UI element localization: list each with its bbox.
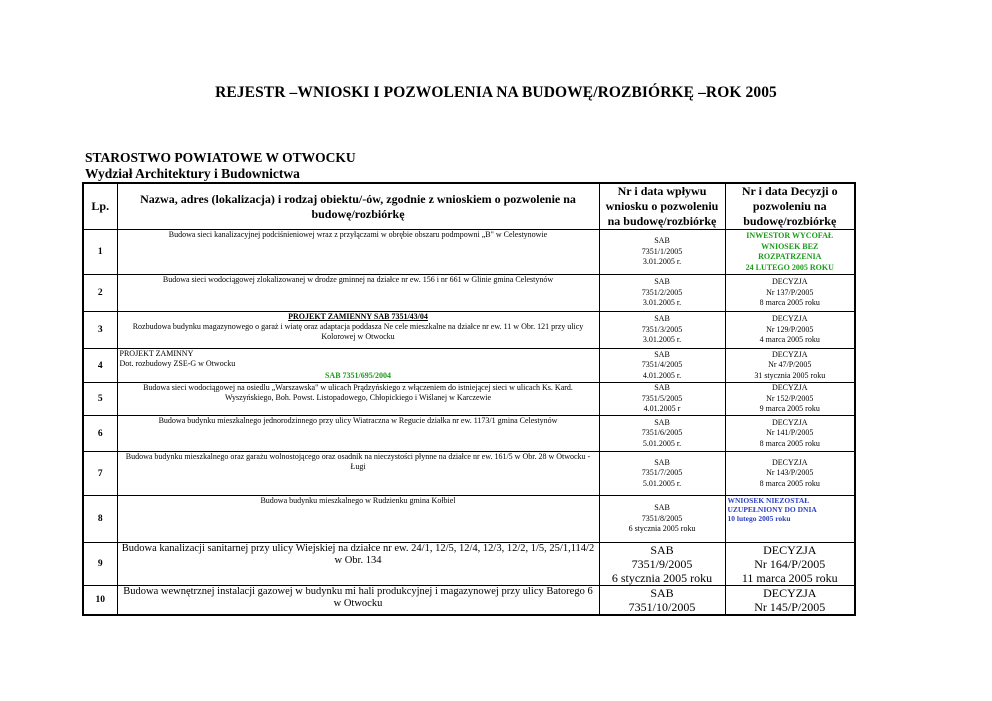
row-description [117, 543, 599, 586]
application-line: SAB [654, 236, 670, 246]
decision-line: WNIOSEK BEZ [761, 241, 819, 251]
decision [725, 349, 855, 383]
table-row [83, 416, 855, 452]
application-line: 7351/5/2005 [641, 393, 683, 403]
row-description [117, 275, 599, 312]
decision [725, 452, 855, 496]
application-line: 7351/7/2005 [641, 468, 683, 478]
row-number: 7 [83, 452, 117, 496]
decision-line: DECYZJA [771, 314, 808, 324]
row-number: 10 [83, 586, 117, 616]
decision-line: DECYZJA [771, 417, 808, 427]
application-number [599, 312, 725, 349]
decision [725, 275, 855, 312]
application-line: SAB [654, 457, 670, 467]
decision-line: Nr 152/P/2005 [766, 393, 814, 403]
decision [725, 496, 855, 543]
decision-line: Nr 143/P/2005 [766, 468, 814, 478]
table-row [83, 275, 855, 312]
row-description [117, 452, 599, 496]
project-reference: SAB 7351/695/2004 [324, 371, 391, 380]
row-number: 4 [83, 349, 117, 383]
decision-line: 9 marca 2005 roku [759, 404, 820, 414]
decision-line: 11 marca 2005 roku [741, 571, 838, 585]
application-line: 7351/9/2005 [631, 557, 693, 571]
application-line: 4.01.2005 r [643, 404, 681, 414]
application-line: 5.01.2005 r. [642, 438, 682, 448]
decision-line: Nr 141/P/2005 [766, 428, 814, 438]
application-number [599, 496, 725, 543]
register-table [82, 182, 856, 616]
table-row [83, 452, 855, 496]
replacement-project-label: PROJEKT ZAMIENNY SAB 7351/43/04 [288, 312, 428, 321]
application-line: SAB [650, 543, 674, 557]
row-description [117, 230, 599, 275]
decision-line: 4 marca 2005 roku [759, 335, 820, 345]
decision [725, 230, 855, 275]
row-description [117, 349, 599, 383]
decision-line: 10 lutego 2005 roku [727, 514, 791, 523]
description-text: Budowa budynku mieszkalnego w Rudzienku gmina Kołbiel [260, 496, 456, 505]
table-row [83, 312, 855, 349]
application-line: 4.01.2005 r. [642, 370, 682, 380]
decision-line: WNIOSEK NIEZOSTAŁ [727, 496, 810, 505]
description-text: Budowa sieci wodociągowej zlokalizowanej w drodze gminnej na działce nr ew. 156 i nr 661 w Glinie gmina Celestynów [162, 275, 554, 284]
office-name: STAROSTWO POWIATOWE W OTWOCKU [85, 150, 356, 165]
application-line: SAB [654, 383, 670, 393]
row-number: 5 [83, 383, 117, 416]
office-header [85, 150, 356, 182]
decision-line: Nr 137/P/2005 [766, 287, 814, 297]
application-line: 3.01.2005 r. [642, 335, 682, 345]
decision-line: Nr 164/P/2005 [754, 557, 826, 571]
table-row [83, 543, 855, 586]
application-line: 7351/8/2005 [641, 513, 683, 523]
application-line: 3.01.2005 r. [642, 257, 682, 267]
header-decision: Nr i data Decyzji o pozwoleniu na budowę/rozbiórkę [725, 183, 855, 230]
decision-line: DECYZJA [763, 586, 817, 600]
description-text: Budowa sieci kanalizacyjnej podciśnieniowej wraz z przyłączami w obrębie obszaru podmpowni „B" w Celestynowie [168, 230, 548, 239]
row-description [117, 383, 599, 416]
description-text: Budowa budynku mieszkalnego oraz garażu wolnostojącego oraz osadnik na nieczystości płynne na działce nr ew. 161/5 w Obr. 28 w Otwocku - Ługi [125, 452, 591, 471]
description-text: Budowa wewnętrznej instalacji gazowej w budynku mi hali produkcyjnej i magazynowej przy ulicy Batorego 6 w Otwocku [123, 586, 593, 609]
decision-line: 8 marca 2005 roku [759, 478, 820, 488]
row-description [117, 496, 599, 543]
header-name: Nazwa, adres (lokalizacja) i rodzaj obiektu/-ów, zgodnie z wnioskiem o pozwolenie na budowę/rozbiórkę [117, 183, 599, 230]
department-name: Wydział Architektury i Budownictwa [85, 166, 300, 181]
row-number: 2 [83, 275, 117, 312]
header-row [83, 183, 855, 230]
application-line: 7351/6/2005 [641, 428, 683, 438]
description-line: PROJEKT ZAMINNY [119, 349, 194, 358]
decision [725, 383, 855, 416]
decision-line: DECYZJA [771, 457, 808, 467]
decision-line: DECYZJA [771, 349, 808, 359]
decision-line: Nr 145/P/2005 [754, 600, 826, 614]
application-line: 6 stycznia 2005 roku [611, 571, 713, 585]
table-row [83, 383, 855, 416]
description-text: Budowa kanalizacji sanitarnej przy ulicy Wiejskiej na działce nr ew. 24/1, 12/5, 12/4, 12/3, 12/2, 1/5, 25/1,114/2 w Obr. 134 [121, 543, 595, 566]
description-text: Budowa sieci wodociągowej na osiedlu „Warszawska" w ulicach Prądzyńskiego z włączeniem do istniejącej sieci w ulicach Ks. Kard. Wyszyńskiego, Boh. Powst. Listopadowego, Chłopickiego i Wiślanej w Karczewie [143, 383, 573, 402]
decision-line: Nr 129/P/2005 [766, 324, 814, 334]
application-number [599, 543, 725, 586]
application-line: 5.01.2005 r. [642, 478, 682, 488]
application-line: 6 stycznia 2005 roku [628, 524, 696, 534]
row-number: 9 [83, 543, 117, 586]
row-description [117, 416, 599, 452]
description-text: Budowa budynku mieszkalnego jednorodzinnego przy ulicy Wiatraczna w Regucie działka nr ew. 1173/1 gmina Celestynów [158, 416, 558, 425]
row-number: 1 [83, 230, 117, 275]
table-row [83, 586, 855, 616]
application-number [599, 416, 725, 452]
table-row [83, 496, 855, 543]
decision [725, 543, 855, 586]
page-title: REJESTR –WNIOSKI I POZWOLENIA NA BUDOWĘ/ROZBIÓRKĘ –ROK 2005 [215, 84, 777, 101]
application-line: 7351/3/2005 [641, 324, 683, 334]
application-line: SAB [654, 277, 670, 287]
header-lp: Lp. [83, 183, 117, 230]
decision-line: Nr 47/P/2005 [768, 360, 812, 370]
decision-line: 8 marca 2005 roku [759, 438, 820, 448]
application-line: SAB [654, 314, 670, 324]
decision [725, 312, 855, 349]
application-line: SAB [654, 503, 670, 513]
application-number [599, 452, 725, 496]
decision-line: UZUPEŁNIONY DO DNIA [727, 505, 817, 514]
description-line: Dot. rozbudowy ZSE-G w Otwocku [119, 359, 236, 368]
row-description [117, 312, 599, 349]
decision-line: 8 marca 2005 roku [759, 298, 820, 308]
application-line: 7351/2/2005 [641, 287, 683, 297]
decision-line: 24 LUTEGO 2005 ROKU [745, 262, 834, 272]
table-row [83, 230, 855, 275]
application-line: SAB [654, 349, 670, 359]
decision-line: ROZPATRZENIA [758, 252, 822, 261]
row-description [117, 586, 599, 616]
decision-line: DECYZJA [771, 383, 808, 393]
header-nr: Nr i data wpływu wniosku o pozwoleniu na budowę/rozbiórkę [599, 183, 725, 230]
decision-line: DECYZJA [763, 543, 817, 557]
decision-line: 31 stycznia 2005 roku [754, 370, 826, 380]
application-line: 7351/1/2005 [641, 246, 683, 256]
application-number [599, 349, 725, 383]
application-line: 7351/4/2005 [641, 360, 683, 370]
row-number: 6 [83, 416, 117, 452]
decision [725, 586, 855, 616]
table-row [83, 349, 855, 383]
description-text: Rozbudowa budynku magazynowego o garaż i wiatę oraz adaptacja poddasza Ne cele mieszkalne na działce nr ew. 11 w Obr. 121 przy ulicy Kolorowej w Otwocku [132, 322, 584, 341]
application-line: 7351/10/2005 [628, 600, 696, 614]
row-number: 3 [83, 312, 117, 349]
decision-line: INWESTOR WYCOFAŁ [746, 231, 834, 240]
application-number [599, 230, 725, 275]
decision-line: DECYZJA [771, 277, 808, 287]
application-line: 3.01.2005 r. [642, 298, 682, 308]
row-number: 8 [83, 496, 117, 543]
application-line: SAB [650, 586, 674, 600]
decision [725, 416, 855, 452]
application-number [599, 383, 725, 416]
application-number [599, 586, 725, 616]
application-line: SAB [654, 417, 670, 427]
application-number [599, 275, 725, 312]
